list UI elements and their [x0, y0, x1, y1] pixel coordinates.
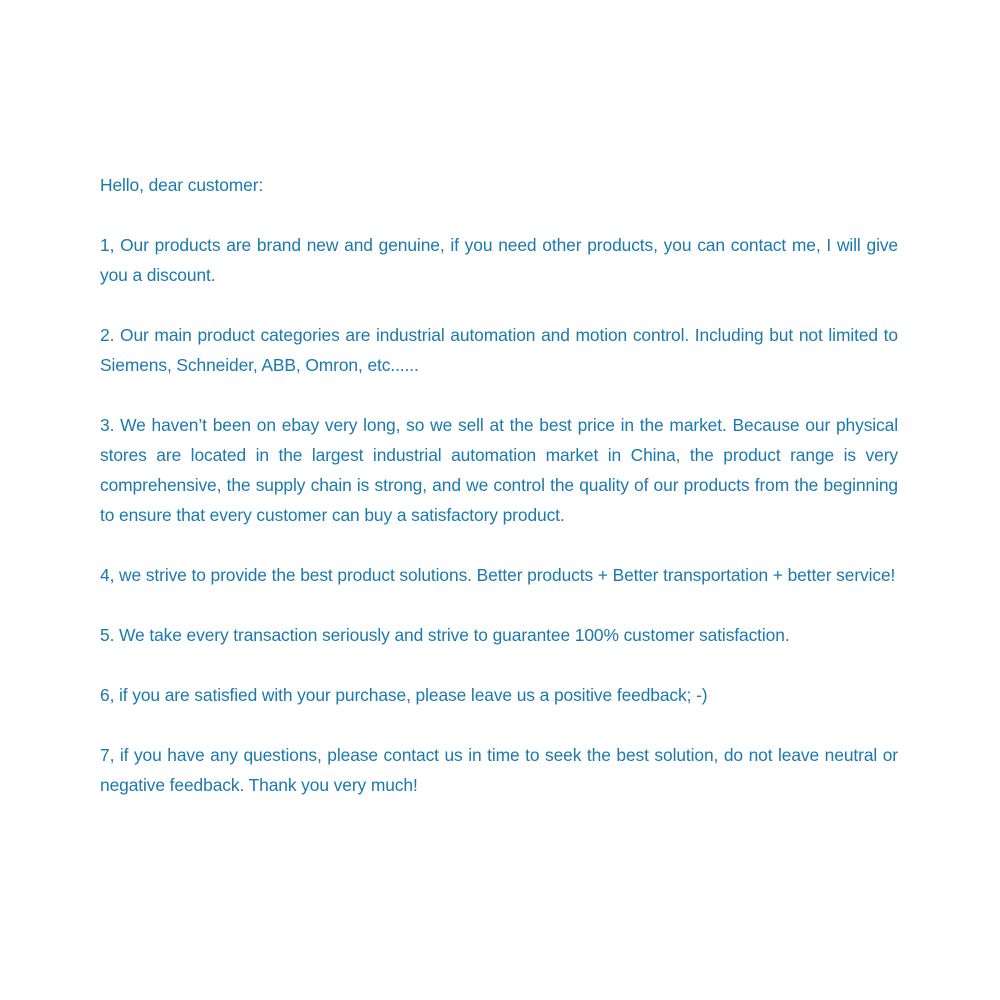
notice-paragraph-1: 1, Our products are brand new and genuine, if you need other products, you can contact me, I will give you a discount.: [100, 235, 898, 285]
greeting-line: Hello, dear customer:: [100, 175, 264, 195]
notice-paragraph-7: 7, if you have any questions, please contact us in time to seek the best solution, do not leave neutral or negative feedback. Thank you very much!: [100, 745, 898, 795]
customer-notice: [100, 170, 898, 800]
notice-paragraph-6: 6, if you are satisfied with your purchase, please leave us a positive feedback; -): [100, 685, 708, 705]
notice-paragraph-4: 4, we strive to provide the best product solutions. Better products + Better transportation + better service!: [100, 565, 896, 585]
notice-paragraph-5: 5. We take every transaction seriously and strive to guarantee 100% customer satisfaction.: [100, 625, 790, 645]
notice-paragraph-2: 2. Our main product categories are industrial automation and motion control. Including but not limited to Siemens, Schneider, ABB, Omron, etc......: [100, 325, 898, 375]
notice-paragraph-3: 3. We haven’t been on ebay very long, so we sell at the best price in the market. Because our physical stores are located in the largest industrial automation market in China, the product range is very comprehensive, the supply chain is strong, and we control the quality of our products from the beginning to ensure that every customer can buy a satisfactory product.: [100, 415, 898, 525]
